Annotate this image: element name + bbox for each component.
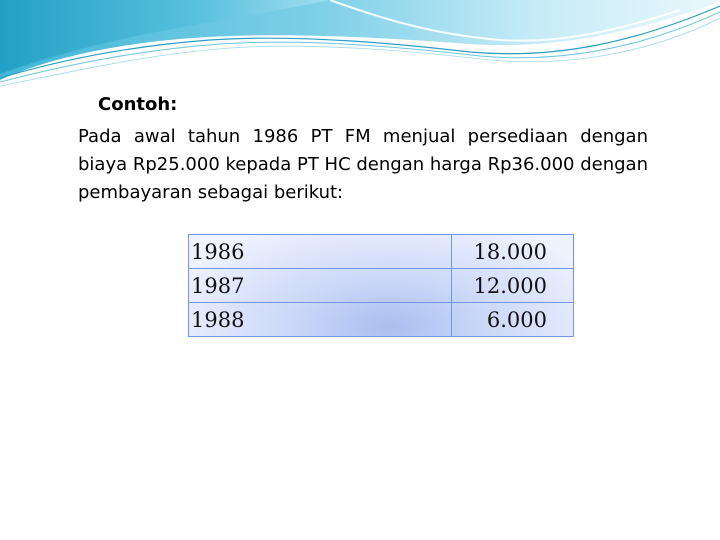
year-cell: 1987 — [189, 269, 452, 303]
table-row — [189, 303, 574, 337]
payment-table — [188, 234, 574, 337]
slide-heading: Contoh: — [98, 94, 178, 115]
year-cell: 1988 — [189, 303, 452, 337]
slide-paragraph: Pada awal tahun 1986 PT FM menjual persediaan dengan biaya Rp25.000 kepada PT HC dengan harga Rp36.000 dengan pembayaran sebagai berikut: — [78, 126, 648, 203]
header-wave-banner — [0, 0, 720, 90]
amount-cell: 18.000 — [451, 235, 573, 269]
amount-cell: 6.000 — [451, 303, 573, 337]
year-cell: 1986 — [189, 235, 452, 269]
table-row — [189, 235, 574, 269]
amount-cell: 12.000 — [451, 269, 573, 303]
table-row — [189, 269, 574, 303]
